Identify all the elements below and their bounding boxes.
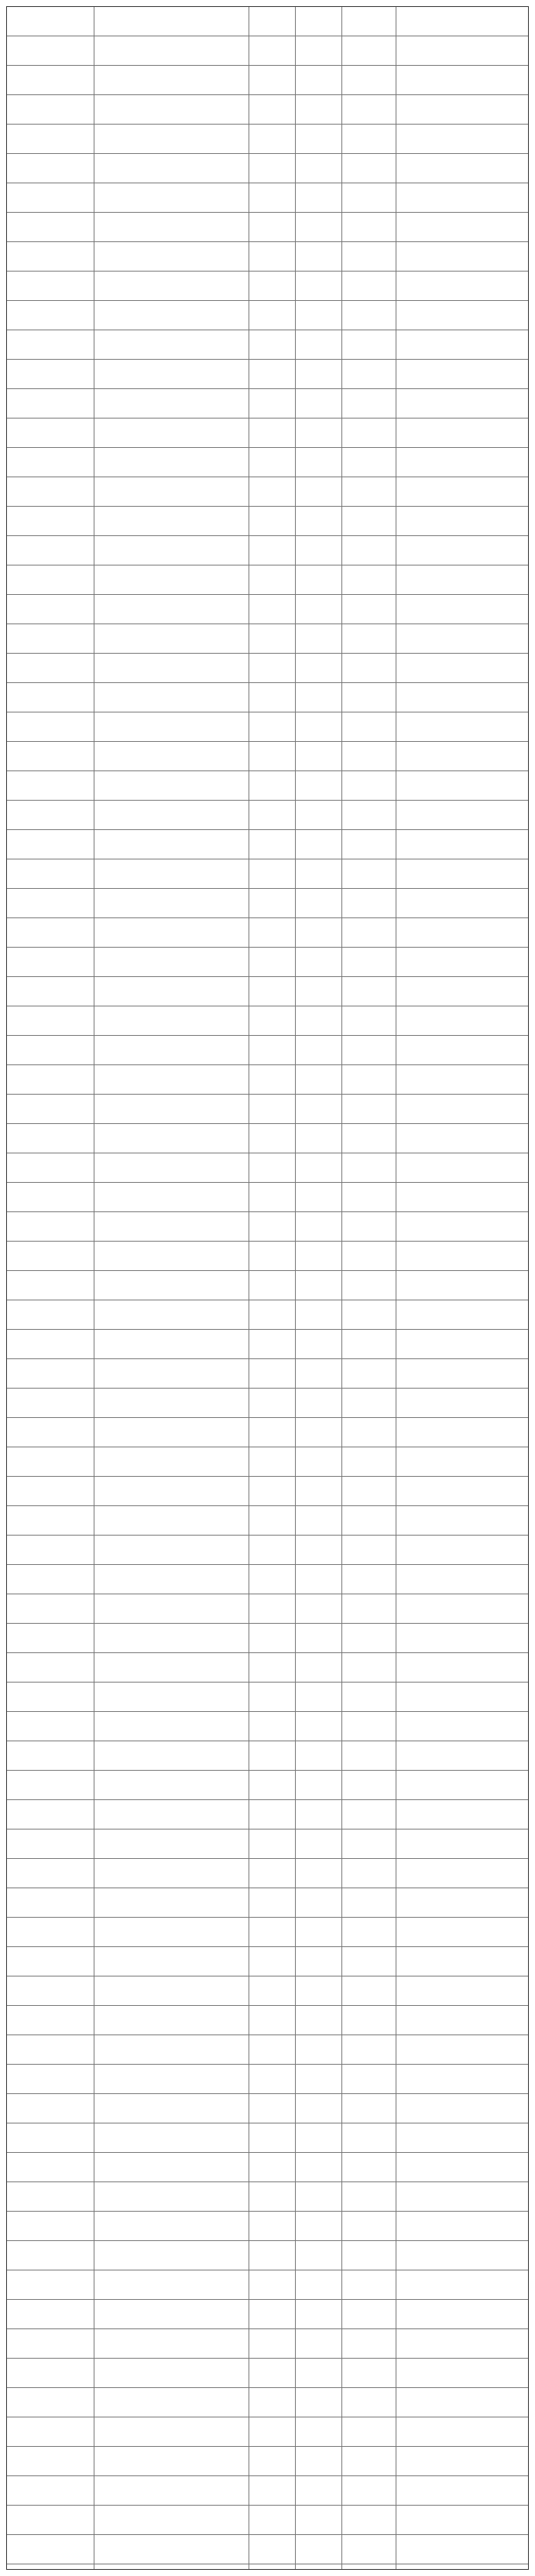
table-grid: [6, 6, 529, 2570]
column-divider: [341, 7, 342, 2569]
column-divider: [295, 7, 296, 2569]
